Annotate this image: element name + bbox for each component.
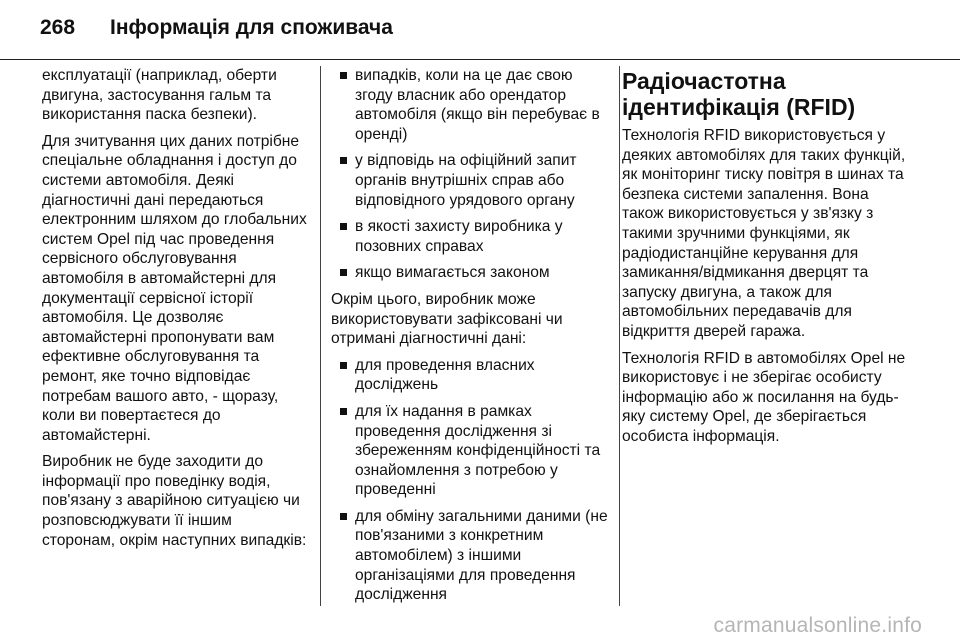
paragraph: Для зчитування цих даних потрібне спеціальне обладнання і доступ до системи автомобіля. Деякі діагностичні дані передаються електронним шляхом до глобальних систем Opel під час проведення сервісного обслуговування автомобіля в автомайстерні для документації сервісної історії автомобіля. Це дозволяє автомайстерні пропонувати вам ефективне обслуговування та ремонт, яке точно відповідає потребам вашого авто, - щоразу, коли ви повертаєтеся до автомайстерні. (42, 132, 307, 444)
watermark: carmanualsonline.info (713, 614, 922, 637)
column-divider (619, 66, 620, 606)
bullet-item: для обміну загальними даними (не пов'язаними з конкретним автомобілем) з іншими організаціями для проведення дослідження (331, 507, 609, 605)
bullet-item: в якості захисту виробника у позовних справах (331, 217, 609, 256)
bullet-item: у відповідь на офіційний запит органів внутрішніх справ або відповідного урядового органу (331, 151, 609, 210)
column-2 (331, 66, 609, 612)
page-header (40, 8, 393, 48)
column-1 (42, 66, 308, 557)
bullet-item: випадків, коли на це дає свою згоду власник або орендатор автомобіля (якщо він перебуває в оренді) (331, 66, 609, 144)
paragraph: Технологія RFID використовується у деяких автомобілях для таких функцій, як моніторинг тиску повітря в шинах та безпека системи запалення. Вона також використовується у зв'язку з такими зручними функціями, як радіодистанційне керування для замикання/відмикання дверцят та запуску двигуна, а також для автомобільних передавачів для відкриття дверей гаража. (622, 127, 906, 340)
section-heading: Радіочастотна ідентифікація (RFID) (622, 68, 856, 120)
bullet-item: для проведення власних досліджень (331, 356, 609, 395)
paragraph: Виробник не буде заходити до інформації про поведінку водія, пов'язану з аварійною ситуацією чи розповсюджувати її іншим сторонам, окрім наступних випадків: (42, 453, 307, 549)
header-divider (0, 59, 960, 60)
column-divider (320, 66, 321, 606)
paragraph: експлуатації (наприклад, оберти двигуна, застосування гальм та використання паска безпеки). (42, 67, 277, 124)
paragraph: Технологія RFID в автомобілях Opel не використовує і не зберігає особисту інформацію або ж посилання на будь-яку систему Opel, де зберігається особиста інформація. (622, 349, 906, 445)
page-title: Інформація для споживача (110, 16, 393, 39)
bullet-item: для їх надання в рамках проведення дослідження зі збереженням конфіденційності та ознайомлення з потребою у проведенні (331, 402, 609, 500)
paragraph: Окрім цього, виробник може використовувати зафіксовані чи отримані діагностичні дані: (331, 290, 563, 348)
column-3 (622, 66, 914, 454)
bullet-list (331, 356, 609, 605)
bullet-list (331, 66, 609, 283)
page-number: 268 (40, 16, 76, 39)
bullet-item: якщо вимагається законом (331, 263, 609, 283)
